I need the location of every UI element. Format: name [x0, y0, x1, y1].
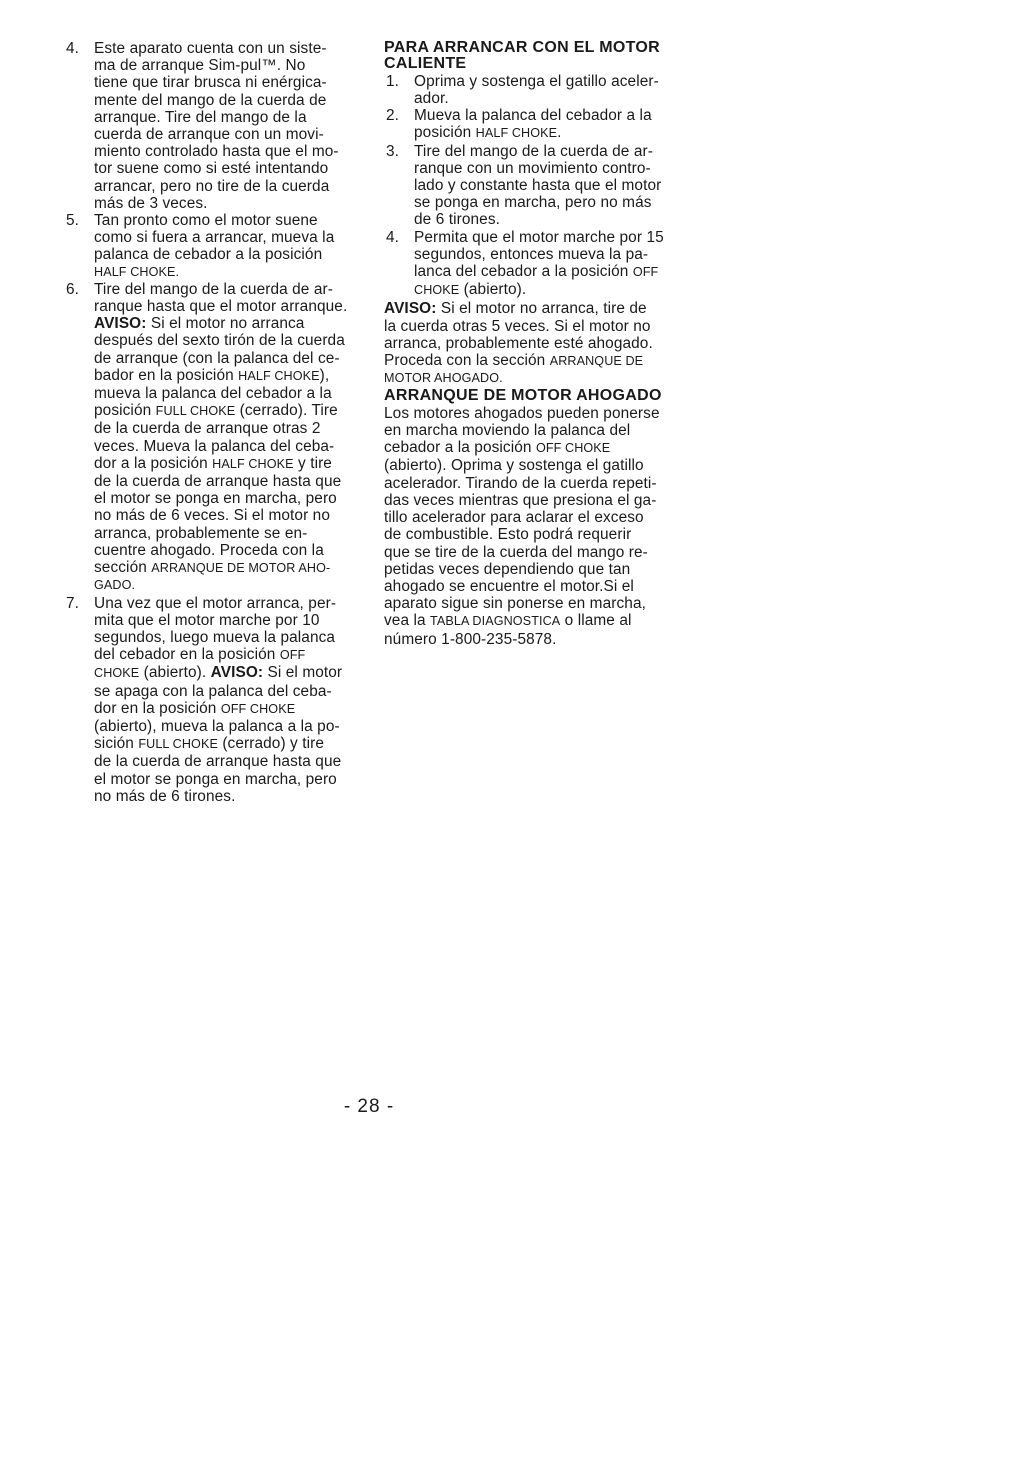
text-line: (abierto). Oprima y sostenga el gatillo [384, 457, 644, 475]
step-5-half-choke [64, 212, 356, 281]
text-span: posición [94, 402, 156, 420]
choke-term: FULL CHOKE [155, 404, 236, 419]
text-line [94, 455, 356, 473]
step-4-start-instructions [64, 40, 356, 212]
text-line: lado y constante hasta que el motor [414, 177, 662, 195]
step-number: 6. [66, 280, 80, 298]
text-line [94, 735, 356, 753]
text-line: de arranque (con la palanca del ce- [94, 349, 340, 367]
heading-line: CALIENTE [384, 55, 467, 73]
text-span: cebador a la posición [384, 439, 536, 457]
section-heading-warm-start [384, 40, 676, 73]
text-line: mente del mango de la cuerda de [94, 91, 327, 109]
aviso-label: AVISO: [94, 315, 147, 333]
text-line: arranca, probablemente esté ahogado. [384, 334, 653, 352]
text-line: Este aparato cuenta con un siste- [94, 40, 327, 57]
text-line: el motor se ponga en marcha, pero [94, 490, 337, 508]
choke-term: HALF CHOKE [238, 368, 320, 383]
text-line: tiene que tirar brusca ni enérgica- [94, 74, 327, 92]
text-line: arrancar, pero no tire de la cuerda [94, 177, 330, 195]
text-line [94, 315, 356, 332]
text-line: más de 3 veces. [94, 194, 208, 212]
text-line: (abierto), mueva la palanca a la po- [94, 717, 340, 735]
text-line: ranque hasta que el motor arranque. [94, 298, 348, 316]
heading-line: PARA ARRANCAR CON EL MOTOR [384, 39, 660, 56]
text-line [384, 300, 676, 317]
warm-step-1 [384, 73, 676, 107]
choke-term: FULL CHOKE [138, 737, 218, 752]
text-line: Una vez que el motor arranca, per- [94, 594, 337, 612]
step-6-pull-rope [64, 281, 356, 595]
text-line: Permita que el motor marche por 15 [414, 228, 664, 246]
text-line: arranca, probablemente se en- [94, 524, 308, 542]
text-span: y tire [293, 454, 332, 472]
page-number: - 28 - [343, 1096, 395, 1117]
text-line: aparato sigue sin ponerse en marcha, [384, 595, 646, 613]
text-line: das veces mientras que presiona el ga- [384, 491, 657, 509]
text-span: Si el motor no arranca [146, 315, 305, 333]
text-span: dor en la posición [94, 699, 221, 717]
aviso-label: AVISO: [210, 664, 264, 682]
text-line: que se tire de la cuerda del mango re- [384, 543, 648, 561]
text-line: Tire del mango de la cuerda de ar- [94, 280, 333, 298]
text-line: en marcha moviendo la palanca del [384, 422, 631, 440]
text-line: como si fuera a arrancar, mueva la [94, 229, 335, 247]
text-line [94, 646, 356, 664]
text-line: segundos, luego mueva la palanca [94, 628, 336, 646]
step-number: 2. [386, 107, 400, 125]
text-span: lanca del cebador a la posición [414, 263, 633, 281]
choke-term: OFF CHOKE [535, 441, 611, 456]
choke-term: CHOKE [94, 666, 140, 681]
text-span: Proceda con la sección [384, 352, 550, 370]
text-line: se ponga en marcha, pero no más [414, 194, 652, 212]
text-line: GADO. [94, 578, 136, 593]
text-span: (cerrado) y tire [217, 735, 324, 753]
text-line: el motor se ponga en marcha, pero [94, 770, 337, 788]
section-reference: ARRANQUE DE MOTOR AHO- [151, 561, 331, 576]
step-number: 4. [386, 228, 400, 246]
text-span: sición [94, 735, 139, 753]
text-line: arranque. Tire del mango de la [94, 108, 307, 126]
text-span: (abierto). [139, 664, 211, 682]
choke-term: OFF [279, 648, 306, 663]
step-number: 5. [66, 212, 80, 230]
choke-term: HALF CHOKE [475, 126, 558, 141]
section-reference: ARRANQUE DE [549, 354, 644, 369]
warm-step-3 [384, 143, 676, 229]
text-line: de combustible. Esto podrá requerir [384, 526, 632, 544]
text-line: de la cuerda de arranque hasta que [94, 473, 342, 491]
text-line: MOTOR AHOGADO. [384, 371, 503, 386]
text-line: de la cuerda de arranque hasta que [94, 753, 342, 771]
text-span: sección [94, 559, 152, 577]
aviso-label: AVISO: [384, 300, 437, 318]
text-span: del cebador en la posición [94, 646, 280, 664]
warm-step-4 [384, 229, 676, 300]
text-span: bador en la posición [94, 366, 239, 384]
text-span: . [557, 124, 562, 142]
text-line [94, 700, 356, 718]
text-span: ), [319, 366, 330, 384]
text-line: acelerador. Tirando de la cuerda repeti- [384, 474, 657, 492]
text-span: vea la [384, 612, 431, 630]
text-line [94, 664, 356, 682]
text-span: Si el motor [263, 664, 343, 682]
text-line: Tire del mango de la cuerda de ar- [414, 142, 653, 160]
text-line: Mueva la palanca del cebador a la [414, 107, 652, 125]
text-span: dor a la posición [94, 454, 213, 472]
text-line [414, 281, 676, 299]
text-line [384, 612, 676, 630]
text-line: tillo acelerador para aclarar el exceso [384, 509, 644, 527]
text-line: de 6 tirones. [414, 211, 501, 229]
section-heading-flooded-start: ARRANQUE DE MOTOR AHOGADO [384, 387, 662, 405]
text-line: después del sexto tirón de la cuerda [94, 332, 345, 350]
text-line: ranque con un movimiento contro- [414, 159, 651, 177]
right-column [384, 40, 676, 648]
text-line: mueva la palanca del cebador a la [94, 385, 332, 403]
text-line: palanca de cebador a la posición [94, 246, 323, 264]
warm-step-2 [384, 107, 676, 142]
text-line: tor suene como si esté intentando [94, 160, 329, 178]
text-line: de la cuerda de arranque otras 2 [94, 420, 321, 438]
text-line: Los motores ahogados pueden ponerse [384, 404, 660, 422]
text-line [414, 263, 676, 281]
text-line: no más de 6 tirones. [94, 787, 236, 805]
text-line: ador. [414, 90, 449, 108]
text-line: número 1-800-235-5878. [384, 630, 557, 648]
flooded-paragraph [384, 405, 676, 648]
text-span: Si el motor no arranca, tire de [436, 300, 647, 318]
text-line: Tan pronto como el motor suene [94, 212, 318, 230]
choke-term: CHOKE [414, 283, 460, 298]
text-line: segundos, entonces mueva la pa- [414, 245, 649, 263]
text-line: ma de arranque Sim-pul™. No [94, 57, 306, 75]
text-line [414, 124, 676, 142]
choke-term: HALF CHOKE [212, 456, 294, 471]
text-span: (cerrado). Tire [235, 402, 338, 420]
text-line: cuentre ahogado. Proceda con la [94, 541, 324, 559]
text-span: posición [414, 124, 476, 142]
text-line: no más de 6 veces. Si el motor no [94, 507, 330, 525]
text-line: se apaga con la palanca del ceba- [94, 682, 332, 700]
text-line: veces. Mueva la palanca del ceba- [94, 437, 335, 455]
choke-term: OFF CHOKE [220, 701, 296, 716]
text-line [94, 559, 356, 577]
step-number: 4. [66, 40, 80, 57]
text-line: mita que el motor marche por 10 [94, 611, 320, 629]
text-line: ahogado se encuentre el motor.Si el [384, 577, 634, 595]
step-number: 1. [386, 72, 400, 90]
text-line: miento controlado hasta que el mo- [94, 143, 339, 161]
text-span: (abierto). [459, 281, 527, 299]
text-line [384, 352, 676, 370]
text-line: HALF CHOKE. [94, 264, 180, 279]
left-column [64, 40, 356, 805]
step-7-warm-up [64, 595, 356, 805]
text-line: petidas veces dependiendo que tan [384, 560, 631, 578]
step-number: 3. [386, 142, 400, 160]
section-reference: TABLA DIAGNOSTICA [430, 614, 561, 629]
text-line: cuerda de arranque con un movi- [94, 126, 324, 144]
text-line: Oprima y sostenga el gatillo aceler- [414, 72, 659, 90]
text-line [94, 367, 356, 385]
choke-term: OFF [632, 265, 659, 280]
aviso-paragraph [384, 300, 676, 387]
text-line: la cuerda otras 5 veces. Si el motor no [384, 317, 651, 335]
step-number: 7. [66, 594, 80, 612]
text-span: o llame al [560, 612, 632, 630]
text-line [384, 439, 676, 457]
text-line [94, 402, 356, 420]
